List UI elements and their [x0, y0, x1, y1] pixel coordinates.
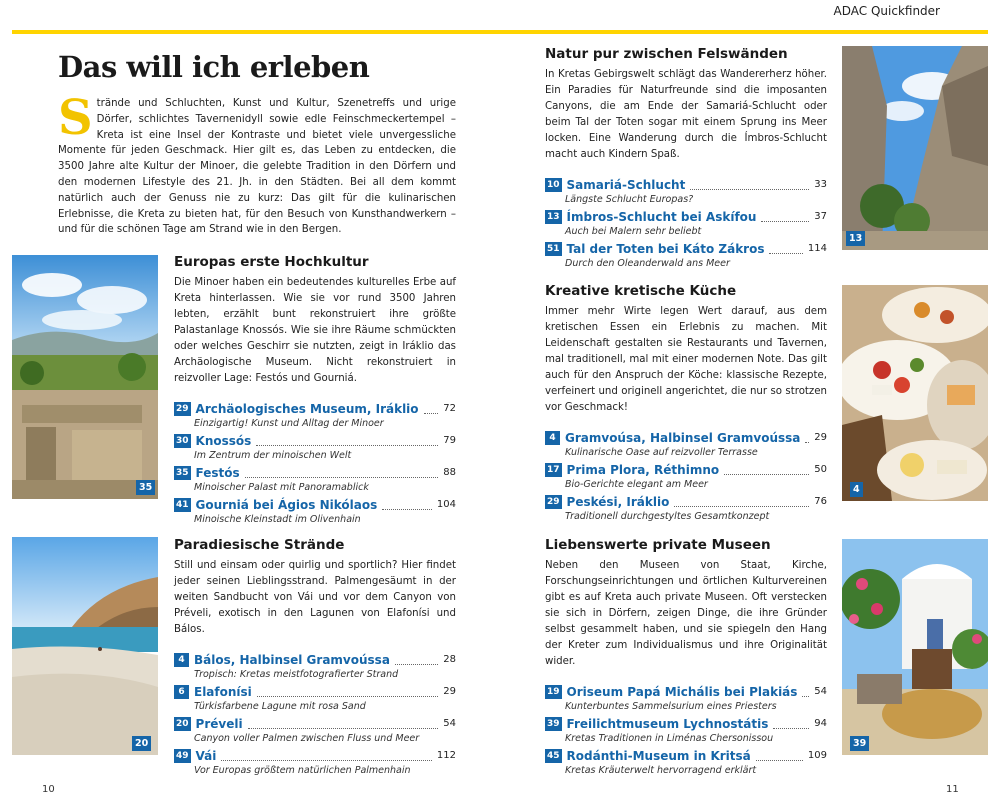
- photo-beach: [12, 537, 158, 755]
- entry-name[interactable]: Freilichtmuseum Lychnostátis: [566, 716, 769, 731]
- entry-page: 29: [443, 686, 456, 697]
- leader-dots: [248, 719, 439, 729]
- entry-name[interactable]: Festós: [195, 465, 240, 480]
- entry-number: 30: [176, 435, 189, 446]
- section-title: Natur pur zwischen Felswänden: [545, 46, 788, 62]
- entry-page: 28: [443, 654, 456, 665]
- entry-number: 35: [176, 467, 189, 478]
- entry-subtitle: Durch den Oleanderwald ans Meer: [565, 258, 730, 269]
- entry-name[interactable]: Peskési, Iráklio: [566, 494, 670, 509]
- yellow-rule: [12, 30, 988, 34]
- leader-dots: [245, 468, 439, 478]
- entry-number: 49: [176, 750, 189, 761]
- entry-item[interactable]: [174, 400, 456, 430]
- entry-page: 114: [807, 243, 827, 254]
- entry-name[interactable]: Rodánthi-Museum in Kritsá: [566, 748, 751, 763]
- entry-item[interactable]: [545, 208, 827, 238]
- entry-item[interactable]: [545, 461, 827, 491]
- entry-item[interactable]: [545, 715, 827, 745]
- entry-subtitle: Bio-Gerichte elegant am Meer: [565, 479, 708, 490]
- entry-name[interactable]: Tal der Toten bei Káto Zákros: [566, 241, 765, 256]
- section-natur: [545, 46, 827, 272]
- entry-page: 50: [814, 464, 827, 475]
- entry-name[interactable]: Samariá-Schlucht: [566, 177, 686, 192]
- entry-number: 39: [547, 718, 560, 729]
- entry-page: 29: [814, 432, 827, 443]
- entry-page: 88: [443, 467, 456, 478]
- section-text: In Kretas Gebirgswelt schlägt das Wandererherz höher. Ein Paradies für Naturfreunde sind die imposanten Canyons, die am Ende der Samariá-Schlucht oder beim Tal der Toten sogar mit einem Sprung ins Meer locken. Eine Wanderung durch die Ímbros-Schlucht macht auch Kindern Spaß.: [545, 69, 827, 160]
- photo-minoan-ruins: [12, 255, 158, 499]
- entry-page: 37: [814, 211, 827, 222]
- leader-dots: [769, 244, 802, 254]
- entry-name[interactable]: Gourniá bei Ágios Nikólaos: [195, 497, 378, 512]
- photo-badge: 35: [136, 480, 155, 495]
- entry-number: 45: [547, 750, 560, 761]
- section-title: Paradiesische Strände: [174, 537, 345, 553]
- section-title: Kreative kretische Küche: [545, 283, 737, 299]
- entry-page: 54: [814, 686, 827, 697]
- photo-museum: [842, 539, 988, 755]
- entry-page: 76: [814, 496, 827, 507]
- entry-item[interactable]: [174, 651, 456, 681]
- entry-item[interactable]: [174, 747, 456, 777]
- leader-dots: [690, 180, 809, 190]
- entry-subtitle: Minoischer Palast mit Panoramablick: [194, 482, 369, 493]
- entry-number: 10: [547, 179, 560, 190]
- entry-page: 79: [443, 435, 456, 446]
- entry-number: 4: [545, 431, 560, 445]
- leader-dots: [802, 687, 809, 697]
- entry-subtitle: Minoische Kleinstadt im Olivenhain: [194, 514, 361, 525]
- entry-subtitle: Türkisfarbene Lagune mit rosa Sand: [194, 701, 366, 712]
- entry-number: 19: [547, 686, 560, 697]
- entry-item[interactable]: [545, 493, 827, 523]
- leader-dots: [221, 751, 432, 761]
- entry-page: 54: [443, 718, 456, 729]
- entry-item[interactable]: [174, 432, 456, 462]
- photo-food: [842, 285, 988, 501]
- section-text: Immer mehr Wirte legen Wert darauf, aus dem kretischen Essen ein Erlebnis zu machen. Mit Leidenschaft gestalten sie Restaurants und Tavernen, mal traditionell, mal mit einer modernen Note. Das gilt auch für den Anspruch der Köche: klassische Rezepte, verfeinert und originell angerichtet, die nur so strotzen vor Geschmack!: [545, 306, 827, 413]
- entry-item[interactable]: [545, 176, 827, 206]
- photo-badge: 4: [850, 482, 863, 497]
- entry-page: 33: [814, 179, 827, 190]
- entry-name[interactable]: Knossós: [195, 433, 252, 448]
- entry-subtitle: Einzigartig! Kunst und Alltag der Minoer: [194, 418, 384, 429]
- leader-dots: [761, 212, 809, 222]
- photo-canyon: [842, 46, 988, 250]
- entry-name[interactable]: Ímbros-Schlucht bei Askífou: [566, 209, 757, 224]
- entry-subtitle: Canyon voller Palmen zwischen Fluss und Meer: [194, 733, 420, 744]
- entry-number: 6: [174, 685, 189, 699]
- page-title: Das will ich erleben: [58, 50, 370, 84]
- photo-badge: 20: [132, 736, 151, 751]
- entry-name[interactable]: Gramvoúsa, Halbinsel Gramvoússa: [565, 430, 801, 445]
- entry-name[interactable]: Archäologisches Museum, Iráklio: [195, 401, 419, 416]
- entry-number: 29: [176, 403, 189, 414]
- entry-item[interactable]: [174, 464, 456, 494]
- intro-paragraph: [58, 90, 456, 238]
- leader-dots: [805, 433, 809, 443]
- section-title: Europas erste Hochkultur: [174, 254, 369, 270]
- brand-label: ADAC Quickfinder: [833, 4, 940, 18]
- entry-number: 51: [547, 243, 560, 254]
- leader-dots: [674, 497, 809, 507]
- entry-name[interactable]: Bálos, Halbinsel Gramvoússa: [194, 652, 390, 667]
- entry-page: 112: [436, 750, 456, 761]
- entry-name[interactable]: Vái: [195, 748, 217, 763]
- entry-subtitle: Auch bei Malern sehr beliebt: [565, 226, 702, 237]
- entry-page: 72: [443, 403, 456, 414]
- section-hochkultur: [174, 254, 456, 528]
- entry-subtitle: Im Zentrum der minoischen Welt: [194, 450, 352, 461]
- entry-number: 29: [547, 496, 560, 507]
- entry-item[interactable]: [545, 240, 827, 270]
- leader-dots: [382, 500, 432, 510]
- leader-dots: [256, 436, 438, 446]
- section-text: Neben den Museen von Staat, Kirche, Forschungseinrichtungen und örtlichen Kulturvereinen gibt es auf Kreta auch private Museen. Oft verstecken sie sich in Dörfern, zeigen Dinge, die ihre Gründer selbst gesammelt haben, und sie spiegeln den Hang der Kreter zum Individualismus und ihre Originalität wider.: [545, 560, 827, 667]
- entry-subtitle: Kretas Traditionen in Liménas Chersonissou: [565, 733, 774, 744]
- section-museen: [545, 537, 827, 779]
- photo-badge: 39: [850, 736, 869, 751]
- leader-dots: [773, 719, 809, 729]
- entry-item[interactable]: [174, 715, 456, 745]
- entry-item[interactable]: [545, 683, 827, 713]
- entry-page: 104: [436, 499, 456, 510]
- entry-name[interactable]: Oriseum Papá Michális bei Plakiás: [566, 684, 798, 699]
- section-title: Liebenswerte private Museen: [545, 537, 771, 553]
- leader-dots: [257, 687, 438, 697]
- leader-dots: [724, 465, 809, 475]
- leader-dots: [756, 751, 803, 761]
- entry-name[interactable]: Prima Plora, Réthimno: [566, 462, 720, 477]
- leader-dots: [424, 404, 439, 414]
- entry-page: 109: [807, 750, 827, 761]
- entry-number: 4: [174, 653, 189, 667]
- entry-item[interactable]: [174, 496, 456, 526]
- entry-item[interactable]: [174, 683, 456, 713]
- entry-number: 41: [176, 499, 189, 510]
- section-text: Die Minoer haben ein bedeutendes kulturelles Erbe auf Kreta hinterlassen. Wie sie vor rund 3500 Jahren lebten, erzählt bunt rekonstruiert ihre größte Palastanlage Knossós. Wie sie ihre Räume schmückten oder welches Geschirr sie nutzten, zeigt in Iráklio das Archäologische Museum. Nicht rekonstruiert in reizvoller Lage: Festós und Gourniá.: [174, 277, 456, 384]
- page-number-right: 11: [946, 784, 959, 795]
- entry-subtitle: Tropisch: Kretas meistfotografierter Strand: [194, 669, 399, 680]
- entry-name[interactable]: Elafonísi: [194, 684, 252, 699]
- section-kueche: [545, 283, 827, 525]
- entry-page: 94: [814, 718, 827, 729]
- entry-subtitle: Traditionell durchgestyltes Gesamtkonzept: [565, 511, 770, 522]
- entry-item[interactable]: [545, 429, 827, 459]
- photo-badge: 13: [846, 231, 865, 246]
- entry-subtitle: Längste Schlucht Europas?: [565, 194, 694, 205]
- entry-number: 20: [176, 718, 189, 729]
- entry-number: 17: [547, 464, 560, 475]
- entry-number: 13: [547, 211, 560, 222]
- entry-subtitle: Kretas Kräuterwelt hervorragend erklärt: [565, 765, 757, 776]
- entry-subtitle: Kunterbuntes Sammelsurium eines Priesters: [565, 701, 777, 712]
- intro-text: trände und Schluchten, Kunst und Kultur, Szenetreffs und urige Dörfer, schlichtes Tavernenidyll sowie edle Feinschmeckertempel – Kreta ist eine Insel der Kontraste und bietet viele unvergessliche Momente für jeden Geschmack. Hier gilt es, das Leben zu entdecken, die 3500 Jahre alte Kultur der Minoer, die gelebte Tradition in den Dörfern und den modernen Lifestyle des 21. Jh. in den Städten. Bei all dem kommt natürlich auch der Genuss nie zu kurz: Das gilt für die kulinarischen Erlebnisse, die Kreta zu bieten hat, für den Besuch von Kunsthandwerkern – und für die schönen Tage am Strand wie in den Bergen.: [58, 98, 456, 236]
- entry-subtitle: Kulinarische Oase auf reizvoller Terrasse: [565, 447, 758, 458]
- section-straende: [174, 537, 456, 779]
- entry-name[interactable]: Préveli: [195, 716, 243, 731]
- dropcap: S: [58, 90, 93, 146]
- entry-subtitle: Vor Europas größtem natürlichen Palmenhain: [194, 765, 411, 776]
- page-number-left: 10: [42, 784, 55, 795]
- leader-dots: [395, 655, 438, 665]
- section-text: Still und einsam oder quirlig und sportlich? Hier findet jeder seinen Lieblingsstrand. Palmengesäumt in der weiten Sandbucht von Vái und vor dem Canyon von Préveli, exotisch in den Lagunen von Elafonísi und Bálos.: [174, 560, 456, 635]
- entry-item[interactable]: [545, 747, 827, 777]
